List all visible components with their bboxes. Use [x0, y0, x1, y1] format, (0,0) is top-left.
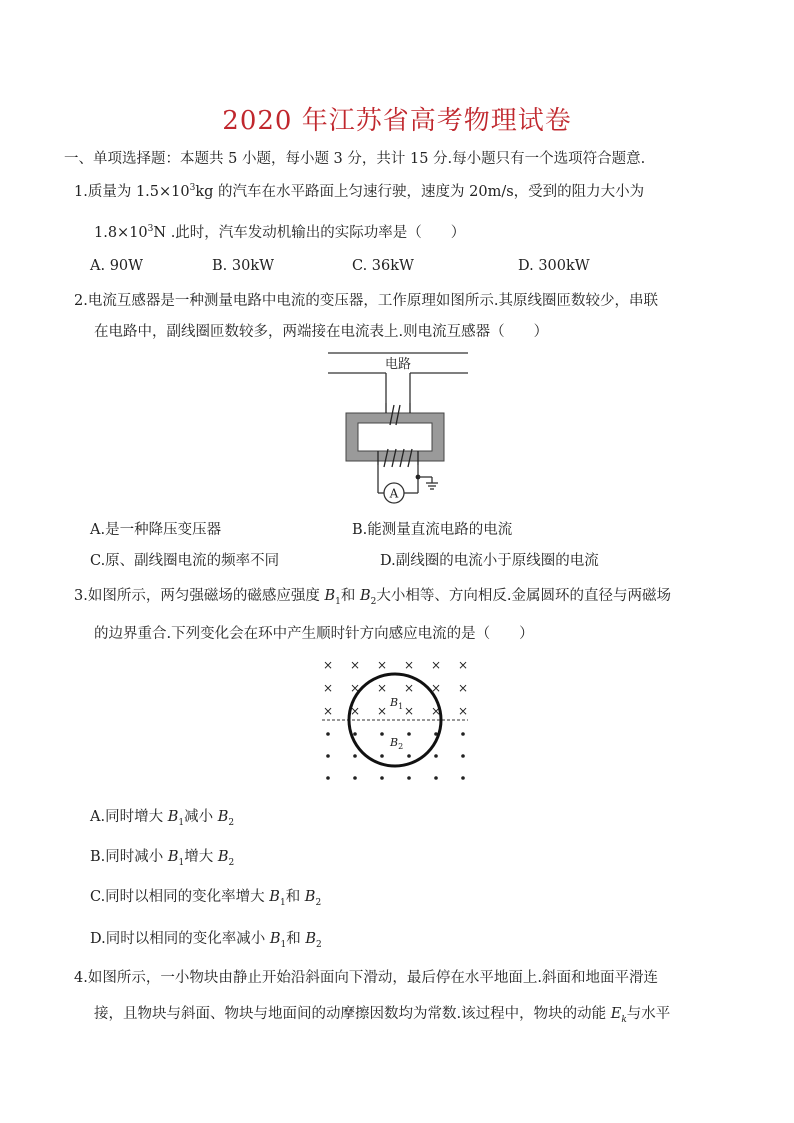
field-out-of-page-mark [353, 754, 357, 758]
field-out-of-page-mark [461, 732, 465, 736]
question-number: 2. [74, 293, 88, 309]
field-into-page-mark: × [430, 658, 442, 672]
q1-text-a: 质量为 1.5×10 [87, 184, 190, 200]
page-title: 2020 年江苏省高考物理试卷 [222, 106, 572, 136]
q4-text-b: 接，且物块与斜面、物块与地面间的动摩擦因数均为常数.该过程中，物块的动能 [94, 1006, 611, 1022]
field-out-of-page-mark [434, 776, 438, 780]
field-into-page-mark: × [430, 681, 442, 695]
field-out-of-page-mark [461, 776, 465, 780]
field-into-page-mark: × [349, 681, 361, 695]
question-3-line-1 [74, 584, 671, 607]
q1-option-d: D. 300kW [518, 258, 590, 274]
q1-text-c: 1.8×10 [94, 225, 148, 241]
question-number: 1. [74, 184, 88, 200]
q4-text-a: 如图所示，一小物块由静止开始沿斜面向下滑动，最后停在水平地面上.斜面和地面平滑连 [87, 970, 658, 986]
circuit-label: 电路 [384, 357, 412, 372]
subscript: k [621, 1014, 627, 1025]
current-transformer-figure [318, 345, 478, 505]
q2-option-a: A.是一种降压变压器 [90, 522, 222, 538]
field-out-of-page-mark [353, 732, 357, 736]
field-into-page-mark: × [403, 681, 415, 695]
q3-option-c: C.同时以相同的变化率增大 $B_1$和 $B_2$ [90, 889, 322, 908]
field-into-page-mark: × [349, 658, 361, 672]
field-out-of-page-mark [380, 732, 384, 736]
field-out-of-page-mark [407, 754, 411, 758]
field-into-page-mark: × [457, 681, 469, 695]
symbol-b: B [359, 588, 371, 604]
symbol-e: E [610, 1006, 622, 1022]
field-into-page-mark: × [349, 704, 361, 718]
q1-option-b: B. 30kW [212, 258, 275, 274]
question-4-line-1 [74, 966, 658, 987]
q1-option-c: C. 36kW [352, 258, 414, 274]
field-out-of-page-mark [434, 754, 438, 758]
subscript: 2 [370, 596, 377, 607]
field-into-page-mark: × [403, 658, 415, 672]
field-out-of-page-mark [326, 732, 330, 736]
field-into-page-mark: × [457, 658, 469, 672]
field-into-page-mark: × [376, 681, 388, 695]
field-into-page-mark: × [322, 681, 334, 695]
b2-label: $B_2$ [390, 736, 404, 751]
q2-option-b: B.能测量直流电路的电流 [352, 522, 513, 538]
q2-option-c: C.原、副线圈电流的频率不同 [90, 553, 280, 569]
field-out-of-page-mark [380, 776, 384, 780]
q3-option-d: D.同时以相同的变化率减小 $B_1$和 $B_2$ [90, 931, 322, 950]
b1-label: $B_1$ [390, 696, 404, 711]
field-out-of-page-mark [407, 732, 411, 736]
field-out-of-page-mark [407, 776, 411, 780]
field-out-of-page-mark [326, 754, 330, 758]
field-into-page-mark: × [376, 658, 388, 672]
section-heading: 一、单项选择题：本题共 5 小题，每小题 3 分，共计 15 分.每小题只有一个选项符合题意. [64, 151, 646, 167]
subscript: 1 [335, 596, 341, 607]
question-3-line-2: 的边界重合.下列变化会在环中产生顺时针方向感应电流的是（ ） [94, 626, 534, 642]
symbol-b: B [324, 588, 336, 604]
field-out-of-page-mark [461, 754, 465, 758]
q2-option-d: D.副线圈的电流小于原线圈的电流 [380, 553, 599, 569]
field-into-page-mark: × [322, 704, 334, 718]
q4-text-c: 与水平 [626, 1006, 671, 1022]
question-4-line-2 [94, 1002, 670, 1025]
field-into-page-mark: × [430, 704, 442, 718]
field-out-of-page-mark [380, 754, 384, 758]
field-out-of-page-mark [353, 776, 357, 780]
field-into-page-mark: × [457, 704, 469, 718]
q1-exponent-2: 3 [147, 224, 154, 235]
q2-text-a: 电流互感器是一种测量电路中电流的变压器，工作原理如图所示.其原线圈匝数较少，串联 [87, 293, 658, 309]
question-1-line-2 [94, 221, 465, 242]
q3-text-a: 如图所示，两匀强磁场的磁感应强度 [87, 588, 325, 604]
question-1-line-1 [74, 180, 644, 201]
q1-exponent: 3 [189, 183, 196, 194]
field-out-of-page-mark [326, 776, 330, 780]
field-into-page-mark: × [376, 704, 388, 718]
field-into-page-mark: × [403, 704, 415, 718]
question-number: 4. [74, 970, 88, 986]
q3-text-b: 和 [340, 588, 360, 604]
field-into-page-mark: × [322, 658, 334, 672]
magnetic-field-figure [318, 656, 474, 786]
question-2-line-1 [74, 289, 658, 310]
q1-text-b: kg 的汽车在水平路面上匀速行驶，速度为 20m/s，受到的阻力大小为 [195, 184, 645, 200]
question-2-line-2: 在电路中，副线圈匝数较多，两端接在电流表上.则电流互感器（ ） [94, 324, 549, 340]
field-marks [323, 658, 468, 780]
question-number: 3. [74, 588, 88, 604]
ammeter-label: A [389, 486, 399, 501]
q3-option-a: A.同时增大 $B_1$减小 $B_2$ [90, 809, 235, 828]
q1-option-a: A. 90W [90, 258, 144, 274]
q3-text-c: 大小相等、方向相反.金属圆环的直径与两磁场 [376, 588, 671, 604]
q3-option-b: B.同时减小 $B_1$增大 $B_2$ [90, 849, 235, 868]
q1-text-d: N .此时，汽车发动机输出的实际功率是（ ） [153, 225, 466, 241]
